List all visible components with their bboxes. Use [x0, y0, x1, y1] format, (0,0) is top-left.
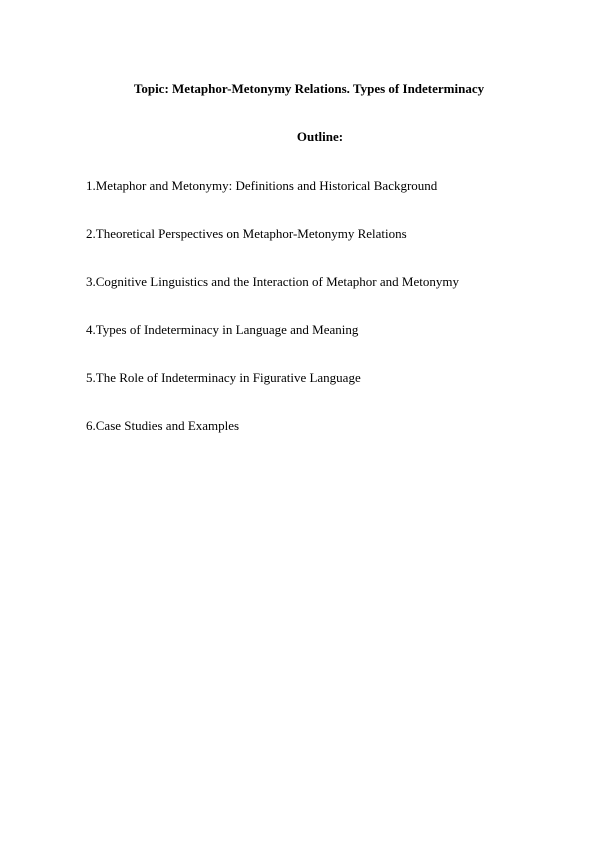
outline-item: 4.Types of Indeterminacy in Language and Meaning: [86, 322, 359, 337]
outline-item: 1.Metaphor and Metonymy: Definitions and Historical Background: [86, 178, 438, 193]
outline-item: 6.Case Studies and Examples: [86, 418, 240, 433]
outline-list: [86, 177, 459, 465]
outline-heading: Outline:: [296, 129, 344, 144]
outline-item: 5.The Role of Indeterminacy in Figurative Language: [86, 370, 361, 385]
outline-item: 2.Theoretical Perspectives on Metaphor-Metonymy Relations: [86, 226, 407, 241]
outline-item: 3.Cognitive Linguistics and the Interaction of Metaphor and Metonymy: [86, 274, 459, 289]
document-topic-heading: Topic: Metaphor-Metonymy Relations. Types of Indeterminacy: [133, 81, 485, 96]
